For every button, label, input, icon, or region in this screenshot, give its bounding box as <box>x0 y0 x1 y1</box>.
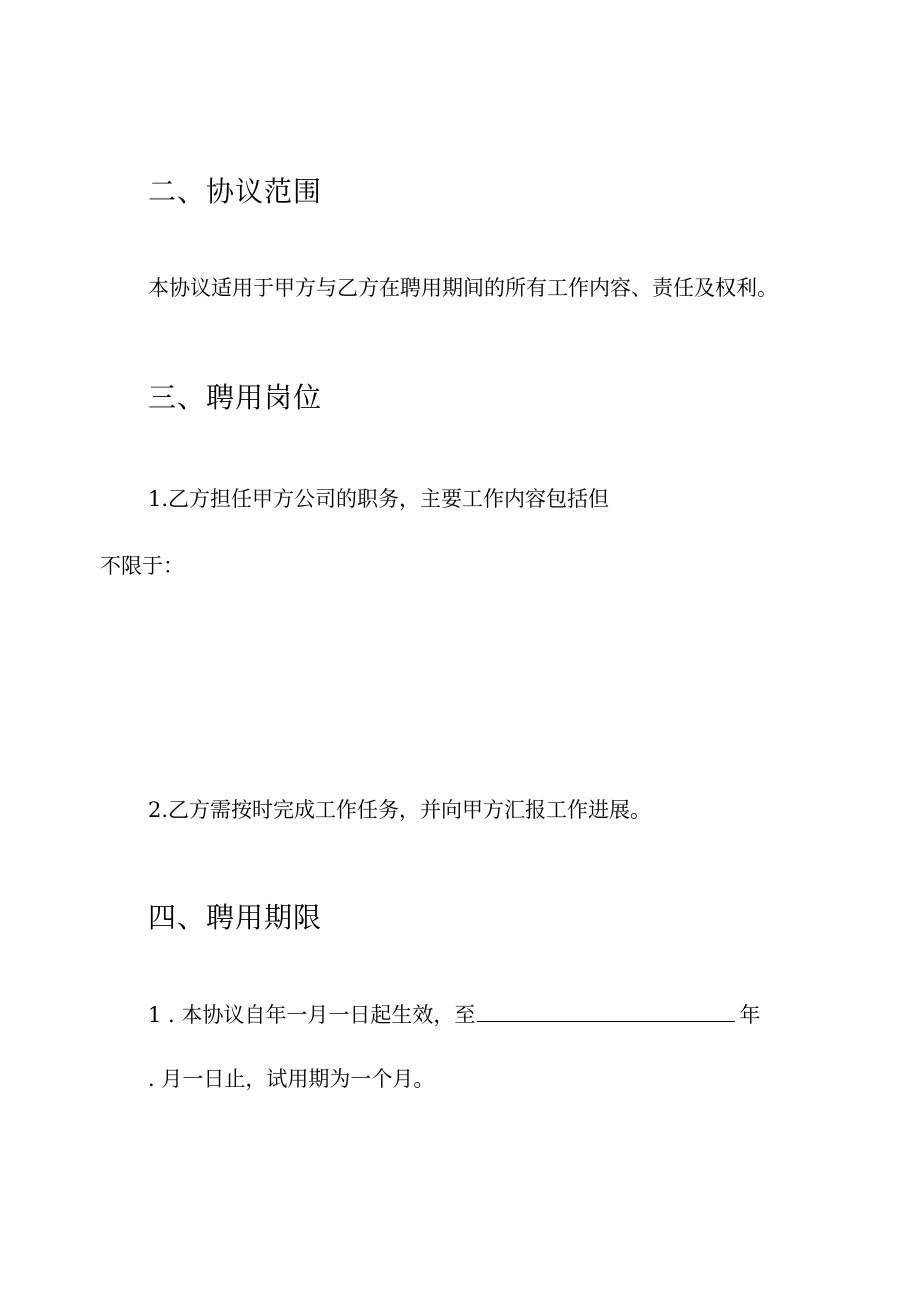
scope-paragraph: 本协议适用于甲方与乙方在聘用期间的所有工作内容、责任及权利。 <box>148 276 778 300</box>
position-item-1-line-1: 1.乙方担任甲方公司的职务，主要工作内容包括但 <box>148 487 610 511</box>
section-heading-scope: 二、协议范围 <box>148 175 323 208</box>
term-item-1-text: 1 . 本协议自年一月一日起生效，至 <box>148 1003 476 1027</box>
section-heading-position: 三、聘用岗位 <box>148 381 323 414</box>
position-item-1-line-2: 不限于： <box>100 554 184 578</box>
end-date-blank-line <box>477 1003 735 1022</box>
term-item-1-line-1 <box>148 1000 760 1030</box>
section-heading-term: 四、聘用期限 <box>148 901 323 934</box>
term-item-1-line-2: . 月一日止，试用期为一个月。 <box>148 1067 435 1091</box>
position-item-2: 2.乙方需按时完成工作任务，并向甲方汇报工作进展。 <box>148 798 652 822</box>
term-year-label: 年 <box>739 1003 761 1027</box>
